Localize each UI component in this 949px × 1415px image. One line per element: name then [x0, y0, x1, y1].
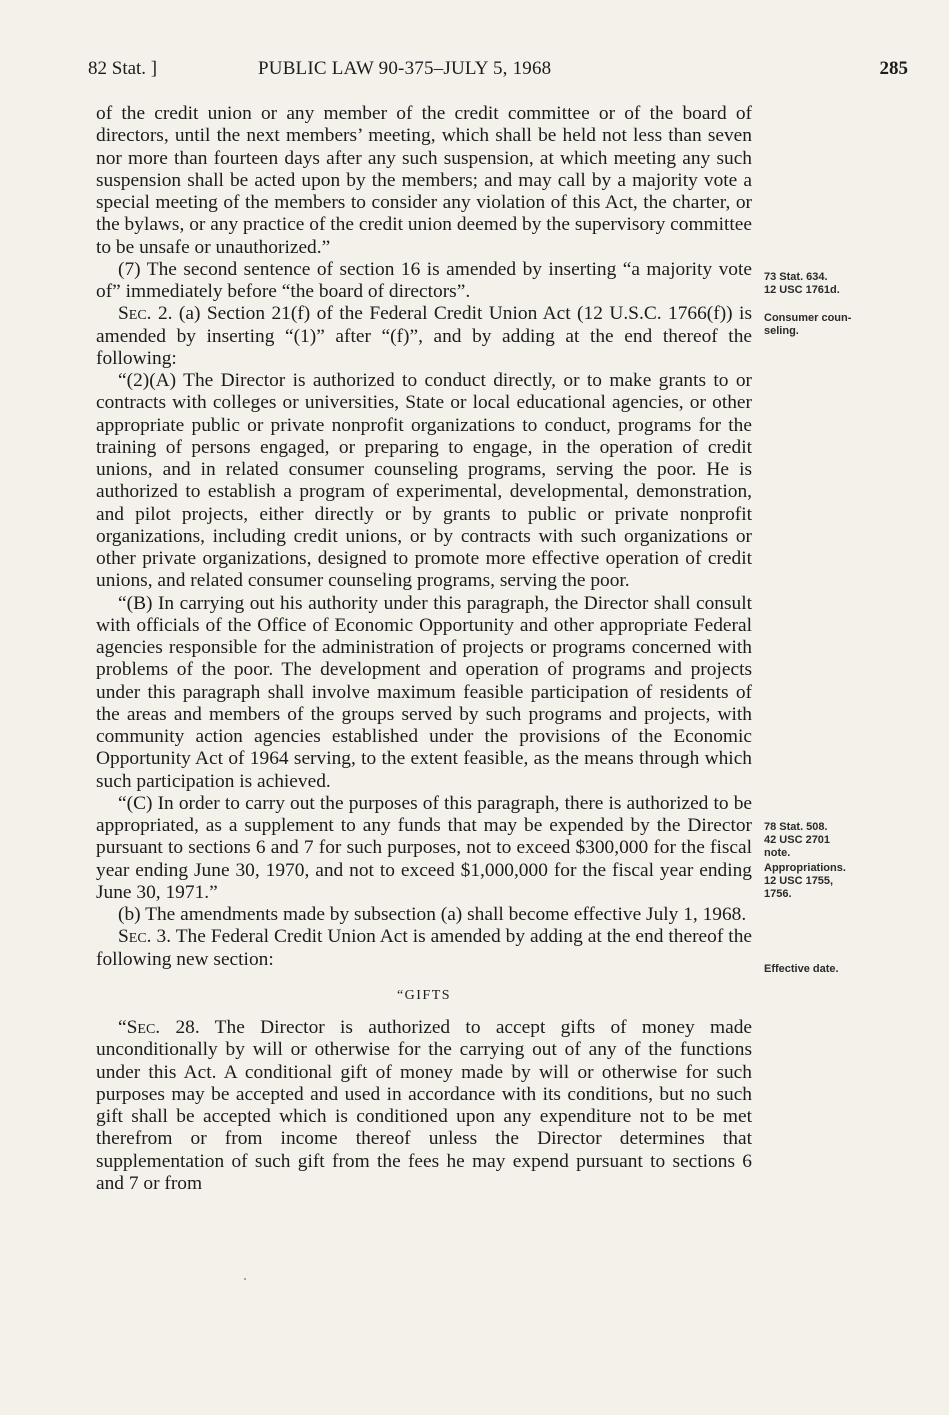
section-label: Sec. [118, 303, 152, 325]
running-title: PUBLIC LAW 90-375–JULY 5, 1968 [258, 58, 552, 79]
section-label: “Sec. [118, 1017, 161, 1038]
body-text [96, 103, 752, 1195]
page-number: 285 [879, 58, 908, 79]
paragraph-section-2 [96, 303, 752, 370]
paragraph-2c: “(C) In order to carry out the purposes of this paragraph, there is authorized to be appropriated, as a supplement to any funds that may be expended by the Director pursuant to sections 6 and 7 for such purposes, not to exceed $300,000 for the fiscal year ending June 30, 1970, and not to exceed $1,000,000 for the fiscal year ending June 30, 1971.” [96, 792, 752, 903]
paragraph-subsection-b: (b) The amendments made by subsection (a) shall become effective July 1, 1968. [118, 904, 747, 925]
section-label: Sec. [118, 926, 152, 948]
section-3-text: 3. The Federal Credit Union Act is amended by adding at the end thereof the following new section: [96, 926, 752, 970]
section-2-text: 2. (a) Section 21(f) of the Federal Credit Union Act (12 U.S.C. 1766(f)) is amended by inserting “(1)” after “(f)”, and by adding at the end thereof the following: [96, 303, 752, 369]
statute-reference: 82 Stat. ] [88, 58, 158, 79]
scan-speck [244, 1278, 246, 1280]
section-heading-gifts: “GIFTS [396, 987, 452, 1003]
paragraph-section-3 [96, 926, 752, 971]
paragraph-amendment-7: (7) The second sentence of section 16 is amended by inserting “a majority vote of” immediately before “the board of directors”. [96, 258, 752, 302]
margin-note-consumer-counseling: Consumer coun- seling. [764, 312, 852, 337]
paragraph-2b: “(B) In carrying out his authority under this paragraph, the Director shall consult with officials of the Office of Economic Opportunity and other appropriate Federal agencies responsible for the administration of projects or programs concerned with problems of the poor. The development and operation of programs and projects under this paragraph shall involve maximum feasible participation of residents of the areas and members of the groups served by such programs and projects, with community action agencies established under the provisions of the Economic Opportunity Act of 1964 serving, to the extent feasible, as the means through which such participation is achieved. [96, 592, 752, 792]
margin-note-citation: 73 Stat. 634. 12 USC 1761d. [764, 271, 840, 296]
page-header [88, 58, 908, 82]
paragraph-section-28 [96, 1017, 752, 1195]
section-28-text: 28. The Director is authorized to accept gifts of money made unconditionally by will or otherwise for the carrying out of any of the functions under this Act. A conditional gift of money made by will or otherwise for such purposes may be accepted and used in accordance with its conditions, but no such gift shall be accepted which is conditioned upon any expenditure not to be met therefrom or from income thereof unless the Director determines that supplementation of such gift from the fees he may expend pursuant to sections 6 and 7 or from [96, 1017, 752, 1194]
margin-note-effective-date: Effective date. [764, 963, 839, 975]
margin-note-citation-2: 78 Stat. 508. 42 USC 2701 note. [764, 821, 831, 859]
margin-note-appropriations: Appropriations. 12 USC 1755, 1756. [764, 862, 846, 900]
paragraph-2a: “(2)(A) The Director is authorized to conduct directly, or to make grants to or contracts with colleges or universities, State or local educational agencies, or other appropriate public or private nonprofit organizations to conduct, programs for the training of persons engaged, or preparing to engage, in the operation of credit unions, and in related consumer counseling programs, serving the poor. He is authorized to establish a program of experimental, developmental, demonstration, and pilot projects, either directly or by grants to public or private nonprofit organizations, including credit unions, or by contracts with such organizations or other private organizations, designed to promote more effective operation of credit unions, and related consumer counseling programs, serving the poor. [96, 370, 752, 592]
paragraph-continuation: of the credit union or any member of the credit committee or of the board of directors, until the next members’ meeting, which shall be held not less than seven nor more than fourteen days after any such suspension, at which meeting any such suspension shall be acted upon by the members; and may call by a majority vote a special meeting of the members to consider any violation of this Act, the charter, or the bylaws, or any practice of the credit union deemed by the supervisory committee to be unsafe or unauthorized.” [96, 103, 752, 258]
